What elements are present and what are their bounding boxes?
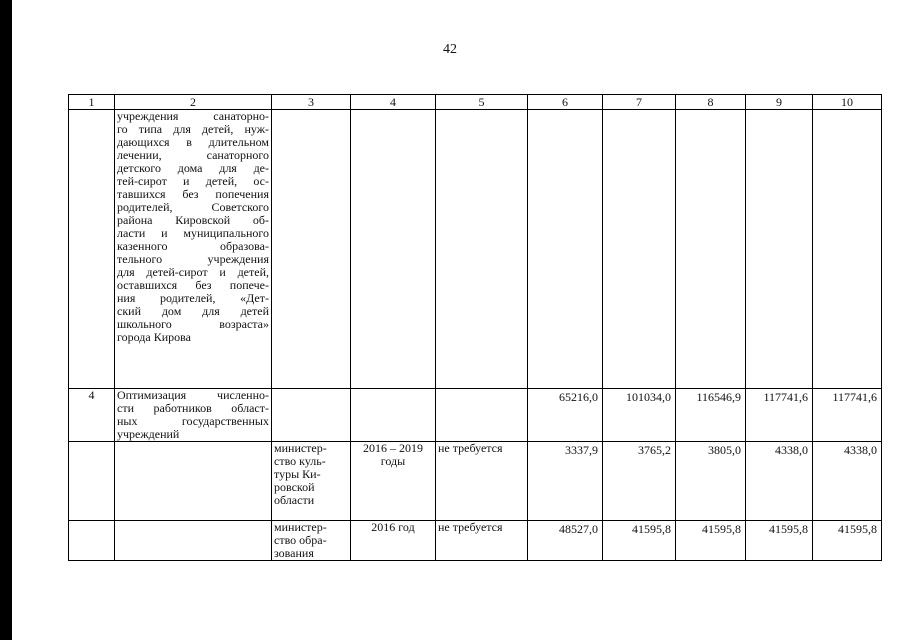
period-cell: 2016 – 2019 годы: [351, 442, 436, 521]
scan-edge-bar: [0, 0, 12, 640]
value-cell: 3805,0: [676, 442, 746, 521]
value-cell: 116546,9: [676, 389, 746, 442]
column-number: 4: [351, 95, 436, 110]
value-cell: 4338,0: [746, 442, 813, 521]
funding-cell: не требуется: [436, 521, 528, 561]
empty-cell: [69, 521, 115, 561]
description-cell: Оптимизация численно- сти работников област- ных государственных учреждений: [115, 389, 272, 442]
value-cell: 3337,9: [528, 442, 603, 521]
column-number: 10: [813, 95, 882, 110]
empty-cell: [351, 110, 436, 389]
empty-cell: [272, 389, 351, 442]
value-cell: 3765,2: [603, 442, 676, 521]
value-cell: 41595,8: [676, 521, 746, 561]
column-number: 1: [69, 95, 115, 110]
empty-cell: [436, 389, 528, 442]
empty-cell: [69, 442, 115, 521]
row-number-cell: [69, 110, 115, 389]
table-row: [69, 442, 882, 521]
column-number: 2: [115, 95, 272, 110]
empty-cell: [115, 442, 272, 521]
period-cell: 2016 год: [351, 521, 436, 561]
empty-cell: [528, 110, 603, 389]
column-number: 7: [603, 95, 676, 110]
executor-cell: министер- ство обра- зования: [272, 521, 351, 561]
column-number: 8: [676, 95, 746, 110]
table-header-row: [69, 95, 882, 110]
column-number: 3: [272, 95, 351, 110]
value-cell: 65216,0: [528, 389, 603, 442]
value-cell: 4338,0: [813, 442, 882, 521]
column-number: 9: [746, 95, 813, 110]
value-cell: 48527,0: [528, 521, 603, 561]
value-cell: 41595,8: [603, 521, 676, 561]
row-number-cell: 4: [69, 389, 115, 442]
description-cell: учреждения санаторно- го типа для детей, нуж- дающихся в длительном лечении, санаторного детского дома для де- тей-сирот и детей, ос- тавшихся без попечения родителей, Советского района Кировской об- ласти и муниципального казенного образова- тельного учреждения для детей-сирот и детей, оставшихся без попече- ния родителей, «Дет- ский дом для детей школьного возраста» города Кирова: [115, 110, 272, 389]
column-number: 6: [528, 95, 603, 110]
funding-cell: не требуется: [436, 442, 528, 521]
empty-cell: [813, 110, 882, 389]
value-cell: 41595,8: [813, 521, 882, 561]
value-cell: 101034,0: [603, 389, 676, 442]
empty-cell: [676, 110, 746, 389]
value-cell: 41595,8: [746, 521, 813, 561]
empty-cell: [351, 389, 436, 442]
value-cell: 117741,6: [813, 389, 882, 442]
table-row: [69, 110, 882, 389]
empty-cell: [746, 110, 813, 389]
empty-cell: [436, 110, 528, 389]
empty-cell: [272, 110, 351, 389]
table-row: [69, 521, 882, 561]
empty-cell: [603, 110, 676, 389]
table-row: [69, 389, 882, 442]
value-cell: 117741,6: [746, 389, 813, 442]
page-number: 42: [443, 42, 457, 57]
executor-cell: министер- ство куль- туры Ки- ровской области: [272, 442, 351, 521]
program-table: [68, 94, 882, 561]
empty-cell: [115, 521, 272, 561]
column-number: 5: [436, 95, 528, 110]
